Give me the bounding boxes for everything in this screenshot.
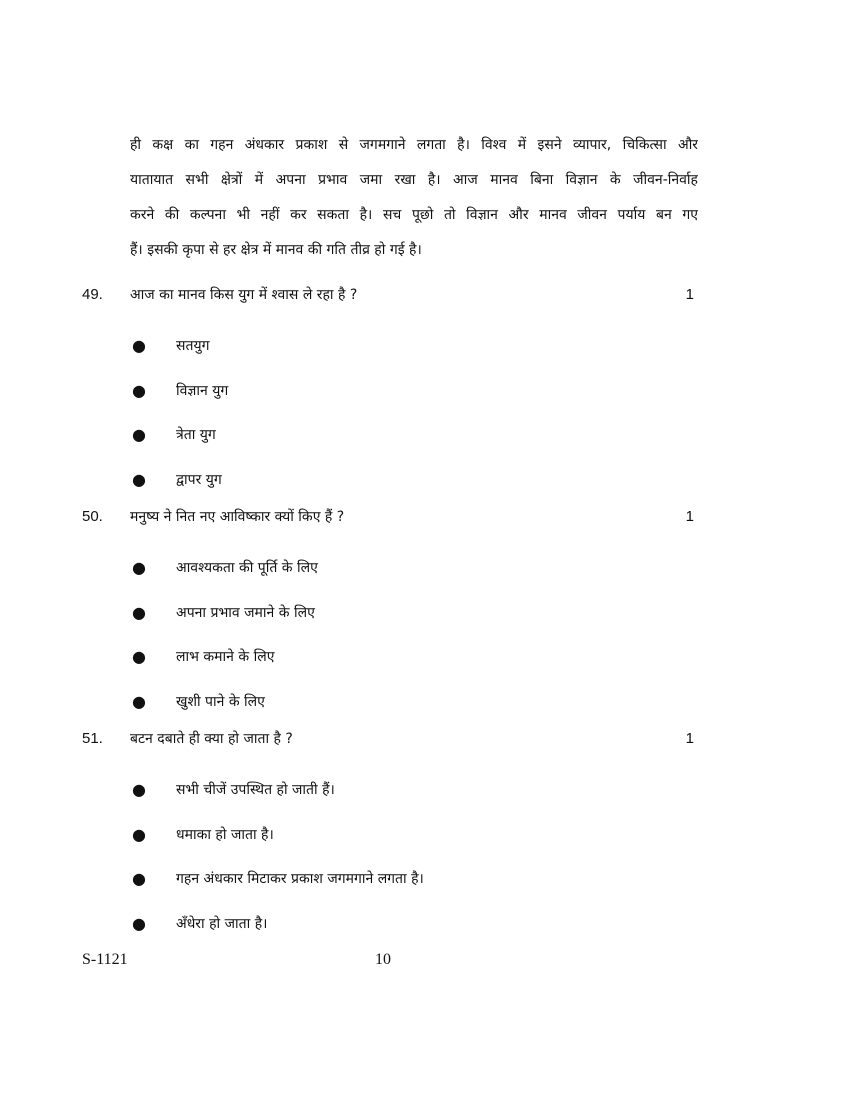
passage-line: करने की कल्पना भी नहीं कर सकता है। सच पूछो तो विज्ञान और मानव जीवन पर्याय बन गए (130, 207, 698, 223)
question-49 (82, 280, 702, 502)
question-text: आज का मानव किस युग में श्वास ले रहा है ? (130, 287, 358, 303)
option-text: सभी चीजें उपस्थित हो जाती हैं। (176, 782, 335, 798)
option-item[interactable] (82, 458, 702, 503)
question-number: 51. (82, 730, 103, 747)
bullet-icon: ● (132, 469, 146, 489)
page-number: 10 (375, 951, 391, 968)
option-list (82, 768, 702, 946)
option-item[interactable] (82, 635, 702, 680)
option-item[interactable] (82, 813, 702, 858)
option-list (82, 324, 702, 502)
question-marks: 1 (685, 286, 694, 303)
option-text: धमाका हो जाता है। (176, 826, 274, 843)
option-item[interactable] (82, 591, 702, 636)
question-51 (82, 724, 702, 946)
passage-paragraph (130, 128, 698, 268)
question-number: 49. (82, 286, 103, 303)
bullet-icon: ● (132, 558, 146, 577)
passage-line: यातायात सभी क्षेत्रों में अपना प्रभाव जमा रखा है। आज मानव बिना विज्ञान के जीवन-निर्वाह (130, 172, 698, 188)
passage-line: ही कक्ष का गहन अंधकार प्रकाश से जगमगाने लगता है। विश्व में इसने व्यापार, चिकित्सा और (130, 137, 698, 153)
option-text: सतयुग (176, 338, 210, 354)
bullet-icon: ● (132, 647, 146, 666)
bullet-icon: ● (132, 425, 146, 444)
option-item[interactable] (82, 768, 702, 813)
question-marks: 1 (685, 508, 694, 525)
question-50 (82, 502, 702, 724)
option-text: लाभ कमाने के लिए (176, 649, 275, 665)
question-marks: 1 (685, 730, 694, 747)
passage-line: हैं। इसकी कृपा से हर क्षेत्र में मानव की गति तीव्र हो गई है। (130, 242, 422, 258)
option-item[interactable] (82, 413, 702, 458)
option-item[interactable] (82, 369, 702, 414)
option-text: अँधेरा हो जाता है। (176, 915, 268, 932)
question-header (82, 502, 702, 532)
bullet-icon: ● (132, 824, 146, 844)
option-text: त्रेता युग (176, 427, 216, 443)
bullet-icon: ● (132, 780, 146, 799)
bullet-icon: ● (132, 336, 146, 355)
question-header (82, 724, 702, 754)
option-item[interactable] (82, 546, 702, 591)
option-item[interactable] (82, 857, 702, 902)
option-text: गहन अंधकार मिटाकर प्रकाश जगमगाने लगता है। (176, 871, 424, 887)
option-text: खुशी पाने के लिए (176, 693, 265, 710)
question-number: 50. (82, 508, 103, 525)
question-header (82, 280, 702, 310)
bullet-icon: ● (132, 380, 146, 400)
bullet-icon: ● (132, 691, 146, 711)
option-text: अपना प्रभाव जमाने के लिए (176, 604, 315, 621)
bullet-icon: ● (132, 869, 146, 888)
option-text: विज्ञान युग (176, 382, 229, 399)
option-text: आवश्यकता की पूर्ति के लिए (176, 560, 318, 576)
option-item[interactable] (82, 324, 702, 369)
question-text: बटन दबाते ही क्या हो जाता है ? (130, 731, 293, 747)
bullet-icon: ● (132, 913, 146, 933)
bullet-icon: ● (132, 602, 146, 622)
paper-code: S-1121 (82, 951, 128, 968)
option-list (82, 546, 702, 724)
option-item[interactable] (82, 680, 702, 725)
option-item[interactable] (82, 902, 702, 947)
question-text: मनुष्य ने नित नए आविष्कार क्यों किए हैं ? (130, 509, 345, 525)
option-text: द्वापर युग (176, 471, 222, 488)
